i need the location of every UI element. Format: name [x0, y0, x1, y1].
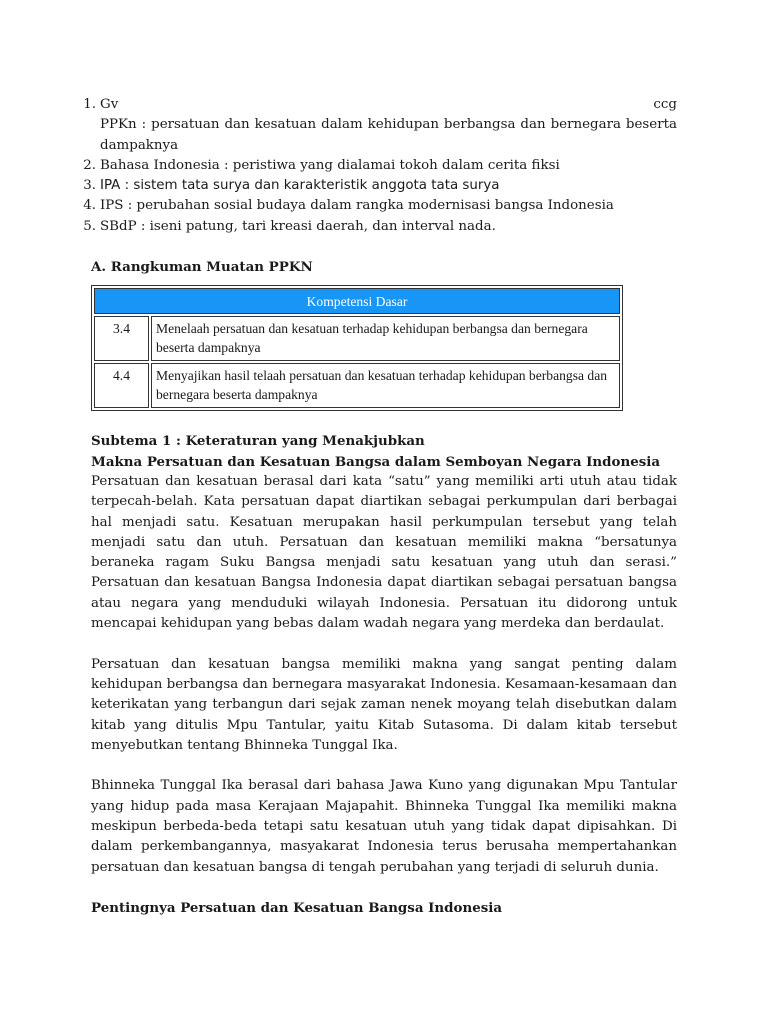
- list-item: [83, 176, 677, 196]
- document-page: [83, 95, 677, 919]
- list-number: 4.: [83, 198, 96, 214]
- first-line: [100, 95, 677, 115]
- list-number: 1.: [83, 97, 96, 112]
- subtema-subtitle: Makna Persatuan dan Kesatuan Bangsa dalam Semboyan Negara Indonesia: [91, 453, 661, 470]
- subtema-title: Subtema 1 : Keteraturan yang Menakjubkan: [91, 433, 425, 450]
- section-heading: A. Rangkuman Muatan PPKN: [91, 259, 313, 276]
- list-item-text: IPS : perubahan sosial budaya dalam rangka modernisasi bangsa Indonesia: [100, 198, 614, 214]
- table-cell-number: 3.4: [94, 316, 149, 361]
- table-cell-number: 4.4: [94, 363, 149, 408]
- list-number: 5.: [83, 218, 96, 234]
- list-item: [83, 217, 677, 237]
- list-number: 2.: [83, 157, 96, 173]
- table-cell-text: Menelaah persatuan dan kesatuan terhadap kehidupan berbangsa dan bernegara beserta dampaknya: [151, 316, 620, 361]
- table-row: [94, 363, 620, 408]
- list-item: [83, 156, 677, 176]
- table-cell-text: Menyajikan hasil telaah persatuan dan kesatuan terhadap kehidupan berbangsa dan bernegara beserta dampaknya: [151, 363, 620, 408]
- list-item: [83, 196, 677, 216]
- list-item-text: IPA : sistem tata surya dan karakteristik anggota tata surya: [100, 178, 500, 194]
- list-item-text: SBdP : iseni patung, tari kreasi daerah, dan interval nada.: [100, 218, 496, 234]
- topic-list: [83, 95, 677, 237]
- table-header: Kompetensi Dasar: [94, 288, 620, 314]
- table-row: [94, 316, 620, 361]
- paragraph: Bhinneka Tunggal Ika berasal dari bahasa Jawa Kuno yang digunakan Mpu Tantular yang hidup pada masa Kerajaan Majapahit. Bhinneka Tunggal Ika memiliki makna meskipun berbeda-beda tetapi satu kesatuan utuh yang tidak dapat dipisahkan. Di dalam perkembangannya, masyakarat Indonesia terus berusaha mempertahankan persatuan dan kesatuan bangsa di tengah perubahan yang terjadi di seluruh dunia.: [91, 778, 677, 875]
- list-item: [83, 95, 677, 156]
- list-item-text: PPKn : persatuan dan kesatuan dalam kehidupan berbangsa dan bernegara beserta dampaknya: [100, 117, 677, 153]
- paragraph: Persatuan dan kesatuan bangsa memiliki makna yang sangat penting dalam kehidupan berbangsa dan bernegara masyarakat Indonesia. Kesamaan-kesamaan dan keterikatan yang terbangun dari sejak zaman nenek moyang telah disebutkan dalam kitab yang ditulis Mpu Tantular, yaitu Kitab Sutasoma. Di dalam kitab tersebut menyebutkan tentang Bhinneka Tunggal Ika.: [91, 656, 677, 753]
- paragraph: Persatuan dan kesatuan berasal dari kata “satu” yang memiliki arti utuh atau tidak terpecah-belah. Kata persatuan dapat diartikan sebagai perkumpulan dari berbagai hal menjadi satu. Kesatuan merupakan hasil perkumpulan tersebut yang telah menjadi satu dan utuh. Persatuan dan kesatuan memiliki makna “bersatunya beraneka ragam Suku Bangsa menjadi satu kesatuan yang utuh dan serasi.” Persatuan dan kesatuan Bangsa Indonesia dapat diartikan sebagai persatuan bangsa atau negara yang menduduki wilayah Indonesia. Persatuan itu didorong untuk mencapai kehidupan yang bebas dalam wadah negara yang merdeka dan berdaulat.: [91, 473, 677, 632]
- list-item-text: Bahasa Indonesia : peristiwa yang dialamai tokoh dalam cerita fiksi: [100, 157, 560, 173]
- list-number: 3.: [83, 178, 96, 194]
- final-heading: Pentingnya Persatuan dan Kesatuan Bangsa Indonesia: [91, 900, 503, 917]
- list-item-right-text: ccg: [653, 97, 677, 112]
- kompetensi-table: [91, 285, 623, 411]
- list-item-left-text: Gv: [100, 97, 119, 112]
